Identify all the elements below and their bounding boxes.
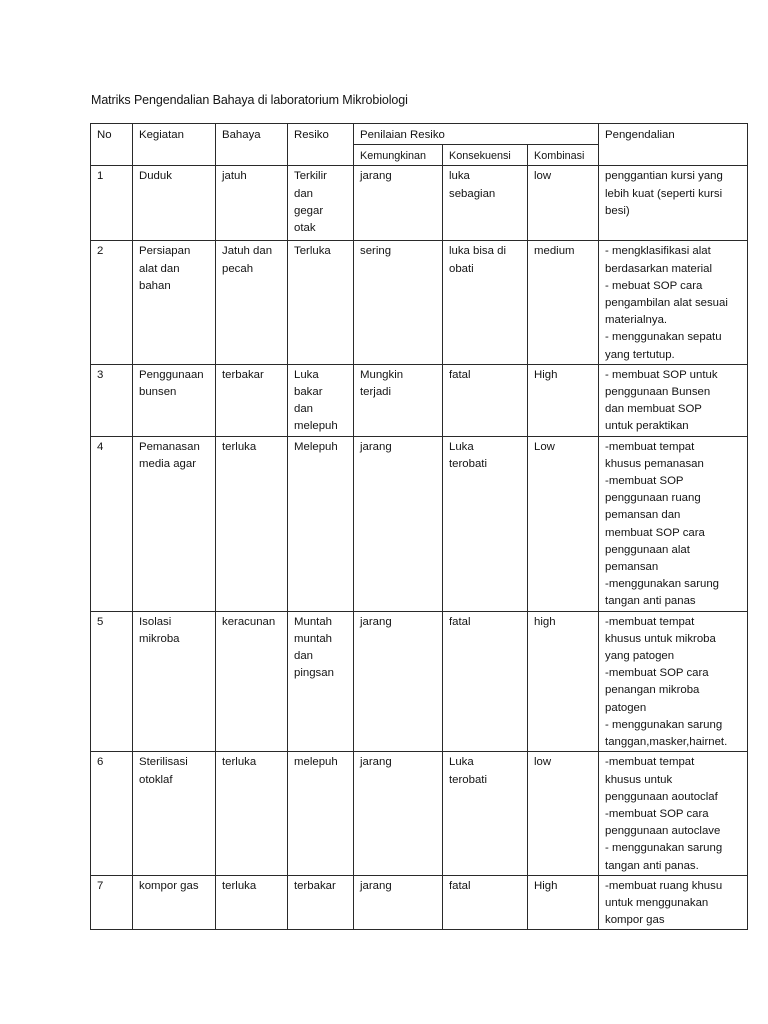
cell-bahaya: terluka xyxy=(216,875,288,930)
table-row xyxy=(91,436,748,611)
cell-kombinasi: High xyxy=(528,364,599,436)
cell-bahaya: Jatuh dan pecah xyxy=(216,241,288,364)
cell-kegiatan: Sterilisasi otoklaf xyxy=(133,752,216,875)
cell-bahaya: keracunan xyxy=(216,611,288,752)
cell-pengendalian: -membuat ruang khusu untuk menggunakan kompor gas xyxy=(599,875,748,930)
header-konsekuensi: Konsekuensi xyxy=(443,145,528,166)
cell-kemungkinan: jarang xyxy=(354,611,443,752)
cell-kegiatan: kompor gas xyxy=(133,875,216,930)
cell-konsekuensi: fatal xyxy=(443,875,528,930)
cell-kemungkinan: jarang xyxy=(354,875,443,930)
cell-no: 7 xyxy=(91,875,133,930)
cell-pengendalian: -membuat tempat khusus untuk mikroba yang patogen -membuat SOP cara penangan mikroba patogen - menggunakan sarung tanggan,masker,hairnet. xyxy=(599,611,748,752)
cell-kemungkinan: jarang xyxy=(354,436,443,611)
document-title: Matriks Pengendalian Bahaya di laboratorium Mikrobiologi xyxy=(91,93,408,107)
table-body xyxy=(91,166,748,930)
cell-kombinasi: low xyxy=(528,752,599,875)
header-kegiatan: Kegiatan xyxy=(133,124,216,166)
cell-resiko: melepuh xyxy=(288,752,354,875)
cell-kemungkinan: sering xyxy=(354,241,443,364)
table-row xyxy=(91,752,748,875)
table-row xyxy=(91,241,748,364)
header-no: No xyxy=(91,124,133,166)
cell-kombinasi: High xyxy=(528,875,599,930)
header-row-primary xyxy=(91,124,748,145)
table-row xyxy=(91,611,748,752)
cell-resiko: terbakar xyxy=(288,875,354,930)
header-pengendalian: Pengendalian xyxy=(599,124,748,166)
cell-kombinasi: Low xyxy=(528,436,599,611)
cell-pengendalian: penggantian kursi yang lebih kuat (seperti kursi besi) xyxy=(599,166,748,241)
cell-bahaya: terluka xyxy=(216,752,288,875)
cell-kegiatan: Pemanasan media agar xyxy=(133,436,216,611)
cell-no: 3 xyxy=(91,364,133,436)
table-row xyxy=(91,166,748,241)
cell-kegiatan: Isolasi mikroba xyxy=(133,611,216,752)
cell-konsekuensi: Luka terobati xyxy=(443,436,528,611)
header-kombinasi: Kombinasi xyxy=(528,145,599,166)
cell-pengendalian: -membuat tempat khusus untuk penggunaan aoutoclaf -membuat SOP cara penggunaan autoclave - menggunakan sarung tangan anti panas. xyxy=(599,752,748,875)
header-bahaya: Bahaya xyxy=(216,124,288,166)
cell-kegiatan: Penggunaan bunsen xyxy=(133,364,216,436)
cell-kemungkinan: Mungkin terjadi xyxy=(354,364,443,436)
table-row xyxy=(91,364,748,436)
cell-no: 2 xyxy=(91,241,133,364)
cell-bahaya: terbakar xyxy=(216,364,288,436)
cell-konsekuensi: luka sebagian xyxy=(443,166,528,241)
cell-kemungkinan: jarang xyxy=(354,166,443,241)
cell-resiko: Muntah muntah dan pingsan xyxy=(288,611,354,752)
cell-konsekuensi: fatal xyxy=(443,364,528,436)
table-header xyxy=(91,124,748,166)
cell-kombinasi: low xyxy=(528,166,599,241)
cell-kegiatan: Duduk xyxy=(133,166,216,241)
cell-pengendalian: - mengklasifikasi alat berdasarkan material - mebuat SOP cara pengambilan alat sesuai materialnya. - menggunakan sepatu yang tertutup. xyxy=(599,241,748,364)
cell-konsekuensi: fatal xyxy=(443,611,528,752)
cell-bahaya: terluka xyxy=(216,436,288,611)
cell-no: 6 xyxy=(91,752,133,875)
cell-resiko: Melepuh xyxy=(288,436,354,611)
cell-pengendalian: - membuat SOP untuk penggunaan Bunsen dan membuat SOP untuk peraktikan xyxy=(599,364,748,436)
cell-konsekuensi: luka bisa di obati xyxy=(443,241,528,364)
header-penilaian-resiko: Penilaian Resiko xyxy=(354,124,599,145)
hazard-control-matrix-table xyxy=(90,123,748,930)
cell-no: 4 xyxy=(91,436,133,611)
header-resiko: Resiko xyxy=(288,124,354,166)
cell-kegiatan: Persiapan alat dan bahan xyxy=(133,241,216,364)
header-kemungkinan: Kemungkinan xyxy=(354,145,443,166)
cell-resiko: Terluka xyxy=(288,241,354,364)
cell-resiko: Luka bakar dan melepuh xyxy=(288,364,354,436)
table-row xyxy=(91,875,748,930)
cell-resiko: Terkilir dan gegar otak xyxy=(288,166,354,241)
cell-kombinasi: high xyxy=(528,611,599,752)
cell-kemungkinan: jarang xyxy=(354,752,443,875)
cell-kombinasi: medium xyxy=(528,241,599,364)
cell-no: 5 xyxy=(91,611,133,752)
cell-bahaya: jatuh xyxy=(216,166,288,241)
cell-pengendalian: -membuat tempat khusus pemanasan -membuat SOP penggunaan ruang pemansan dan membuat SOP cara penggunaan alat pemansan -menggunakan sarung tangan anti panas xyxy=(599,436,748,611)
cell-konsekuensi: Luka terobati xyxy=(443,752,528,875)
cell-no: 1 xyxy=(91,166,133,241)
